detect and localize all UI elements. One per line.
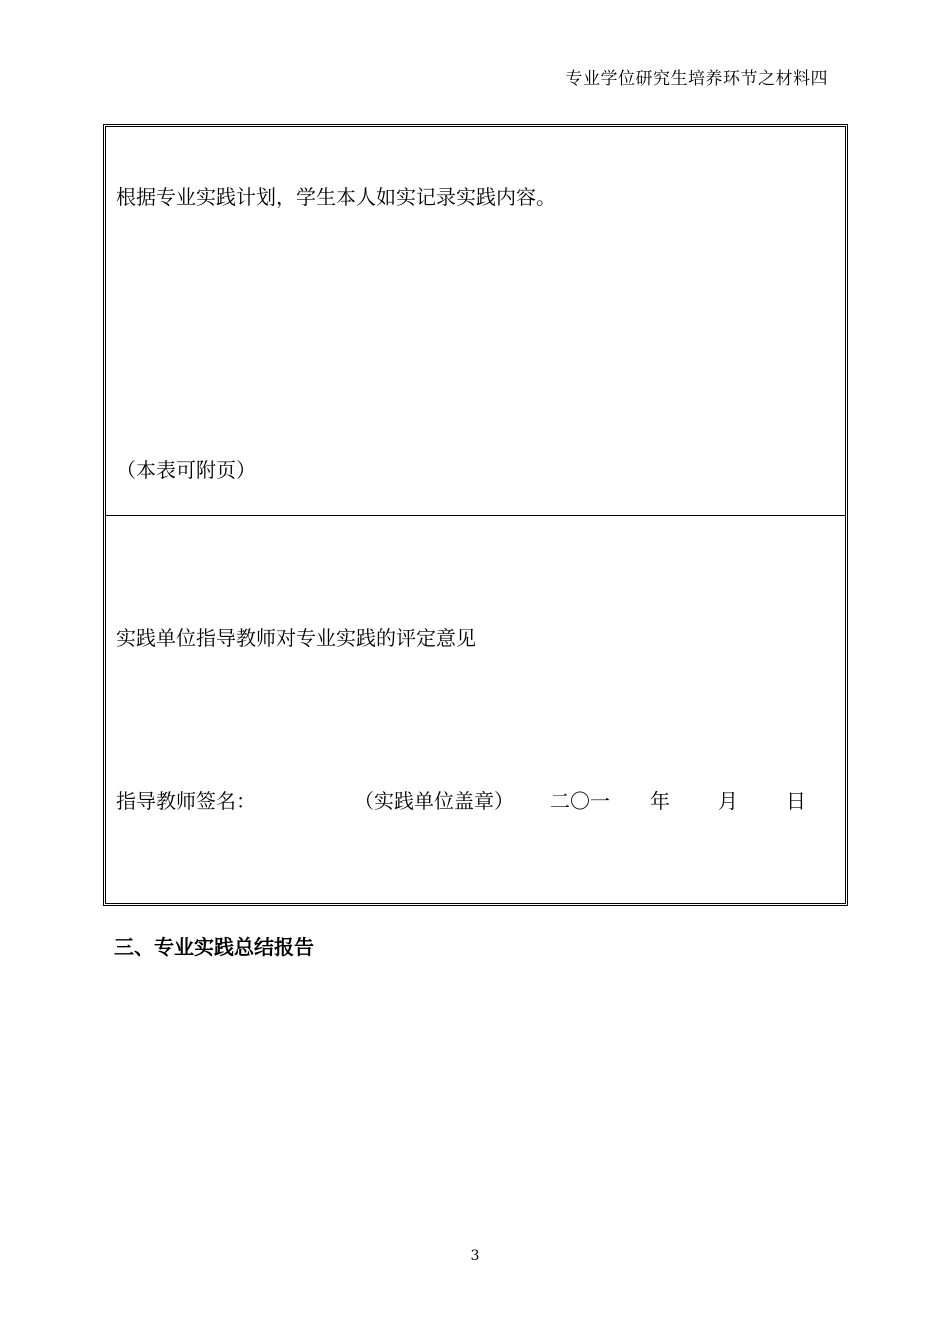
practice-record-cell <box>106 127 845 516</box>
section-heading: 三、专业实践总结报告 <box>114 935 314 959</box>
evaluation-title: 实践单位指导教师对专业实践的评定意见 <box>116 626 476 650</box>
document-header: 专业学位研究生培养环节之材料四 <box>565 69 828 89</box>
year-label: 年 <box>650 789 670 813</box>
month-label: 月 <box>718 789 738 813</box>
stamp-label: （实践单位盖章） <box>354 789 514 813</box>
day-label: 日 <box>786 789 806 813</box>
attachment-note: （本表可附页） <box>116 458 256 482</box>
signature-row <box>116 785 845 813</box>
evaluation-cell <box>106 516 845 903</box>
signature-label: 指导教师签名： <box>116 789 256 813</box>
record-instruction: 根据专业实践计划，学生本人如实记录实践内容。 <box>116 185 556 209</box>
year-prefix: 二〇一 <box>550 789 610 813</box>
page-number: 3 <box>470 1248 480 1264</box>
practice-record-table <box>103 124 848 906</box>
